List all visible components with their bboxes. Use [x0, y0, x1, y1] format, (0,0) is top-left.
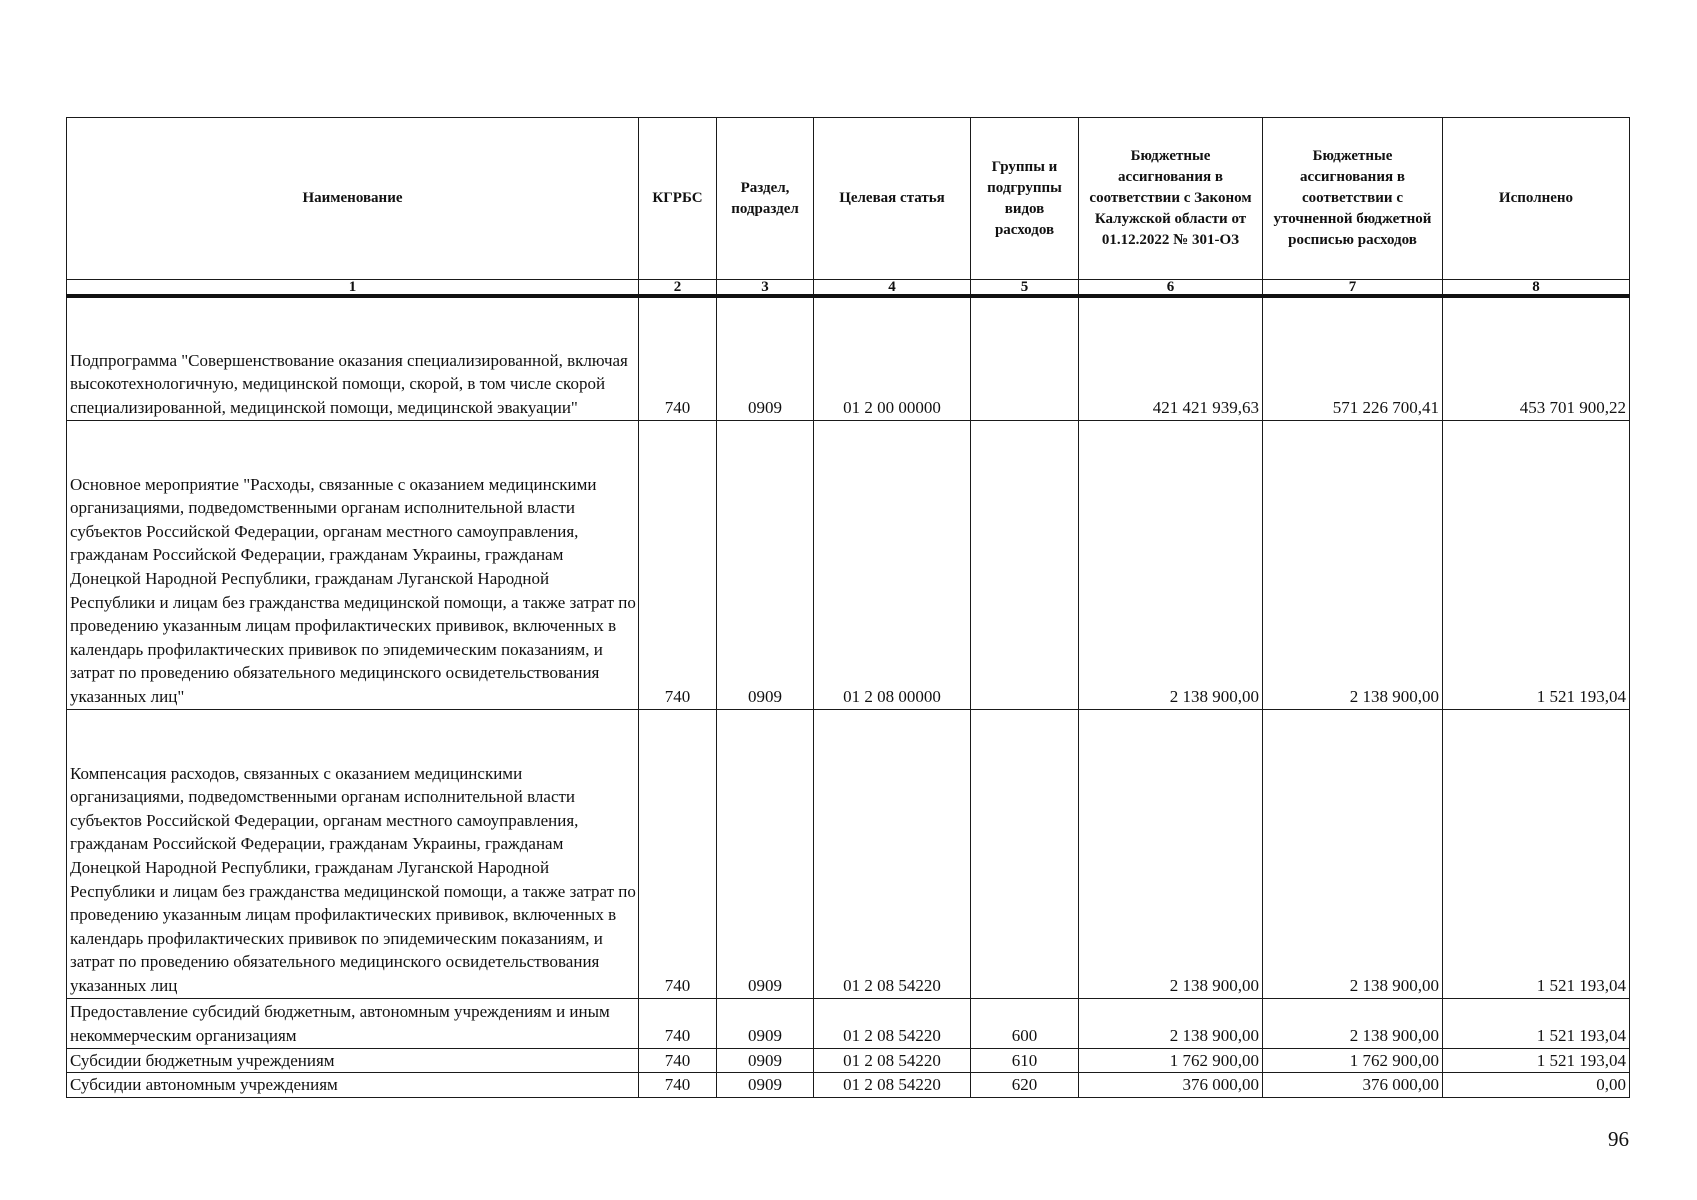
table-row [67, 1048, 1630, 1073]
row-section: 0909 [717, 1073, 814, 1098]
header-refined: Бюджетные ассигнования в соответствии с уточненной бюджетной росписью расходов [1263, 118, 1443, 280]
row-law-amount: 2 138 900,00 [1079, 709, 1263, 998]
row-target: 01 2 08 54220 [814, 1073, 971, 1098]
row-executed-amount: 1 521 193,04 [1443, 1048, 1630, 1073]
row-name [67, 296, 639, 420]
row-group: 620 [971, 1073, 1079, 1098]
row-refined-amount: 1 762 900,00 [1263, 1048, 1443, 1073]
row-target: 01 2 08 54220 [814, 1048, 971, 1073]
row-section: 0909 [717, 296, 814, 420]
row-name-text: Основное мероприятие "Расходы, связанные с оказанием медицинскими организациями, подведомственными органам исполнительной власти субъектов Российской Федерации, органам местного самоуправления, гражданам Российской Федерации, гражданам Украины, гражданам Донецкой Народной Республики, гражданам Луганской Народной Республики и лицам без гражданства медицинской помощи, а также затрат по проведению указанным лицам профилактических прививок, включенных в календарь профилактических прививок по эпидемическим показаниям, и затрат по проведению обязательного медицинского освидетельствования указанных лиц" [70, 474, 636, 706]
row-law-amount: 376 000,00 [1079, 1073, 1263, 1098]
row-kgrbs: 740 [639, 1073, 717, 1098]
row-section: 0909 [717, 420, 814, 709]
row-kgrbs: 740 [639, 998, 717, 1048]
column-number: 6 [1079, 280, 1263, 297]
row-target: 01 2 08 54220 [814, 998, 971, 1048]
row-refined-amount: 376 000,00 [1263, 1073, 1443, 1098]
row-section: 0909 [717, 998, 814, 1048]
row-law-amount: 2 138 900,00 [1079, 420, 1263, 709]
header-row [67, 118, 1630, 280]
header-kgrbs: КГРБС [639, 118, 717, 280]
header-name: Наименование [67, 118, 639, 280]
table-row [67, 1073, 1630, 1098]
row-kgrbs: 740 [639, 420, 717, 709]
row-group: 600 [971, 998, 1079, 1048]
table-row [67, 709, 1630, 998]
column-number: 8 [1443, 280, 1630, 297]
row-group [971, 709, 1079, 998]
column-number: 4 [814, 280, 971, 297]
row-executed-amount: 0,00 [1443, 1073, 1630, 1098]
row-refined-amount: 2 138 900,00 [1263, 420, 1443, 709]
row-group: 610 [971, 1048, 1079, 1073]
row-group [971, 420, 1079, 709]
row-executed-amount: 453 701 900,22 [1443, 296, 1630, 420]
column-number: 7 [1263, 280, 1443, 297]
row-law-amount: 1 762 900,00 [1079, 1048, 1263, 1073]
row-name-text: Подпрограмма "Совершенствование оказания специализированной, включая высокотехнологичную, медицинской помощи, скорой, в том числе скорой специализированной, медицинской помощи, медицинской эвакуации" [70, 350, 628, 417]
column-number: 1 [67, 280, 639, 297]
row-kgrbs: 740 [639, 296, 717, 420]
table-row [67, 998, 1630, 1048]
page-number: 96 [1608, 1127, 1629, 1151]
row-section: 0909 [717, 1048, 814, 1073]
column-number: 3 [717, 280, 814, 297]
row-refined-amount: 2 138 900,00 [1263, 998, 1443, 1048]
column-number: 2 [639, 280, 717, 297]
row-name-text: Компенсация расходов, связанных с оказанием медицинскими организациями, подведомственными органам исполнительной власти субъектов Российской Федерации, органам местного самоуправления, гражданам Российской Федерации, гражданам Украины, гражданам Донецкой Народной Республики, гражданам Луганской Народной Республики и лицам без гражданства медицинской помощи, а также затрат по проведению указанным лицам профилактических прививок, включенных в календарь профилактических прививок по эпидемическим показаниям, и затрат по проведению обязательного медицинского освидетельствования указанных лиц [70, 763, 636, 995]
row-refined-amount: 2 138 900,00 [1263, 709, 1443, 998]
row-target: 01 2 08 00000 [814, 420, 971, 709]
table-row [67, 420, 1630, 709]
header-law: Бюджетные ассигнования в соответствии с Законом Калужской области от 01.12.2022 № 301-ОЗ [1079, 118, 1263, 280]
row-law-amount: 2 138 900,00 [1079, 998, 1263, 1048]
row-name-text: Субсидии бюджетным учреждениям [70, 1050, 335, 1070]
header-section: Раздел, подраздел [717, 118, 814, 280]
column-number-row [67, 280, 1630, 297]
row-name [67, 709, 639, 998]
row-section: 0909 [717, 709, 814, 998]
row-law-amount: 421 421 939,63 [1079, 296, 1263, 420]
row-name [67, 998, 639, 1048]
row-target: 01 2 08 54220 [814, 709, 971, 998]
row-name-text: Субсидии автономным учреждениям [70, 1075, 338, 1095]
header-target: Целевая статья [814, 118, 971, 280]
row-name-text: Предоставление субсидий бюджетным, автономным учреждениям и иным некоммерческим организациям [70, 1002, 610, 1045]
row-executed-amount: 1 521 193,04 [1443, 709, 1630, 998]
row-name [67, 420, 639, 709]
budget-table [66, 117, 1630, 1098]
row-kgrbs: 740 [639, 1048, 717, 1073]
table-row [67, 296, 1630, 420]
row-executed-amount: 1 521 193,04 [1443, 420, 1630, 709]
header-groups: Группы и подгруппы видов расходов [971, 118, 1079, 280]
row-name [67, 1048, 639, 1073]
column-number: 5 [971, 280, 1079, 297]
row-target: 01 2 00 00000 [814, 296, 971, 420]
row-name [67, 1073, 639, 1098]
header-executed: Исполнено [1443, 118, 1630, 280]
row-refined-amount: 571 226 700,41 [1263, 296, 1443, 420]
row-executed-amount: 1 521 193,04 [1443, 998, 1630, 1048]
row-group [971, 296, 1079, 420]
row-kgrbs: 740 [639, 709, 717, 998]
